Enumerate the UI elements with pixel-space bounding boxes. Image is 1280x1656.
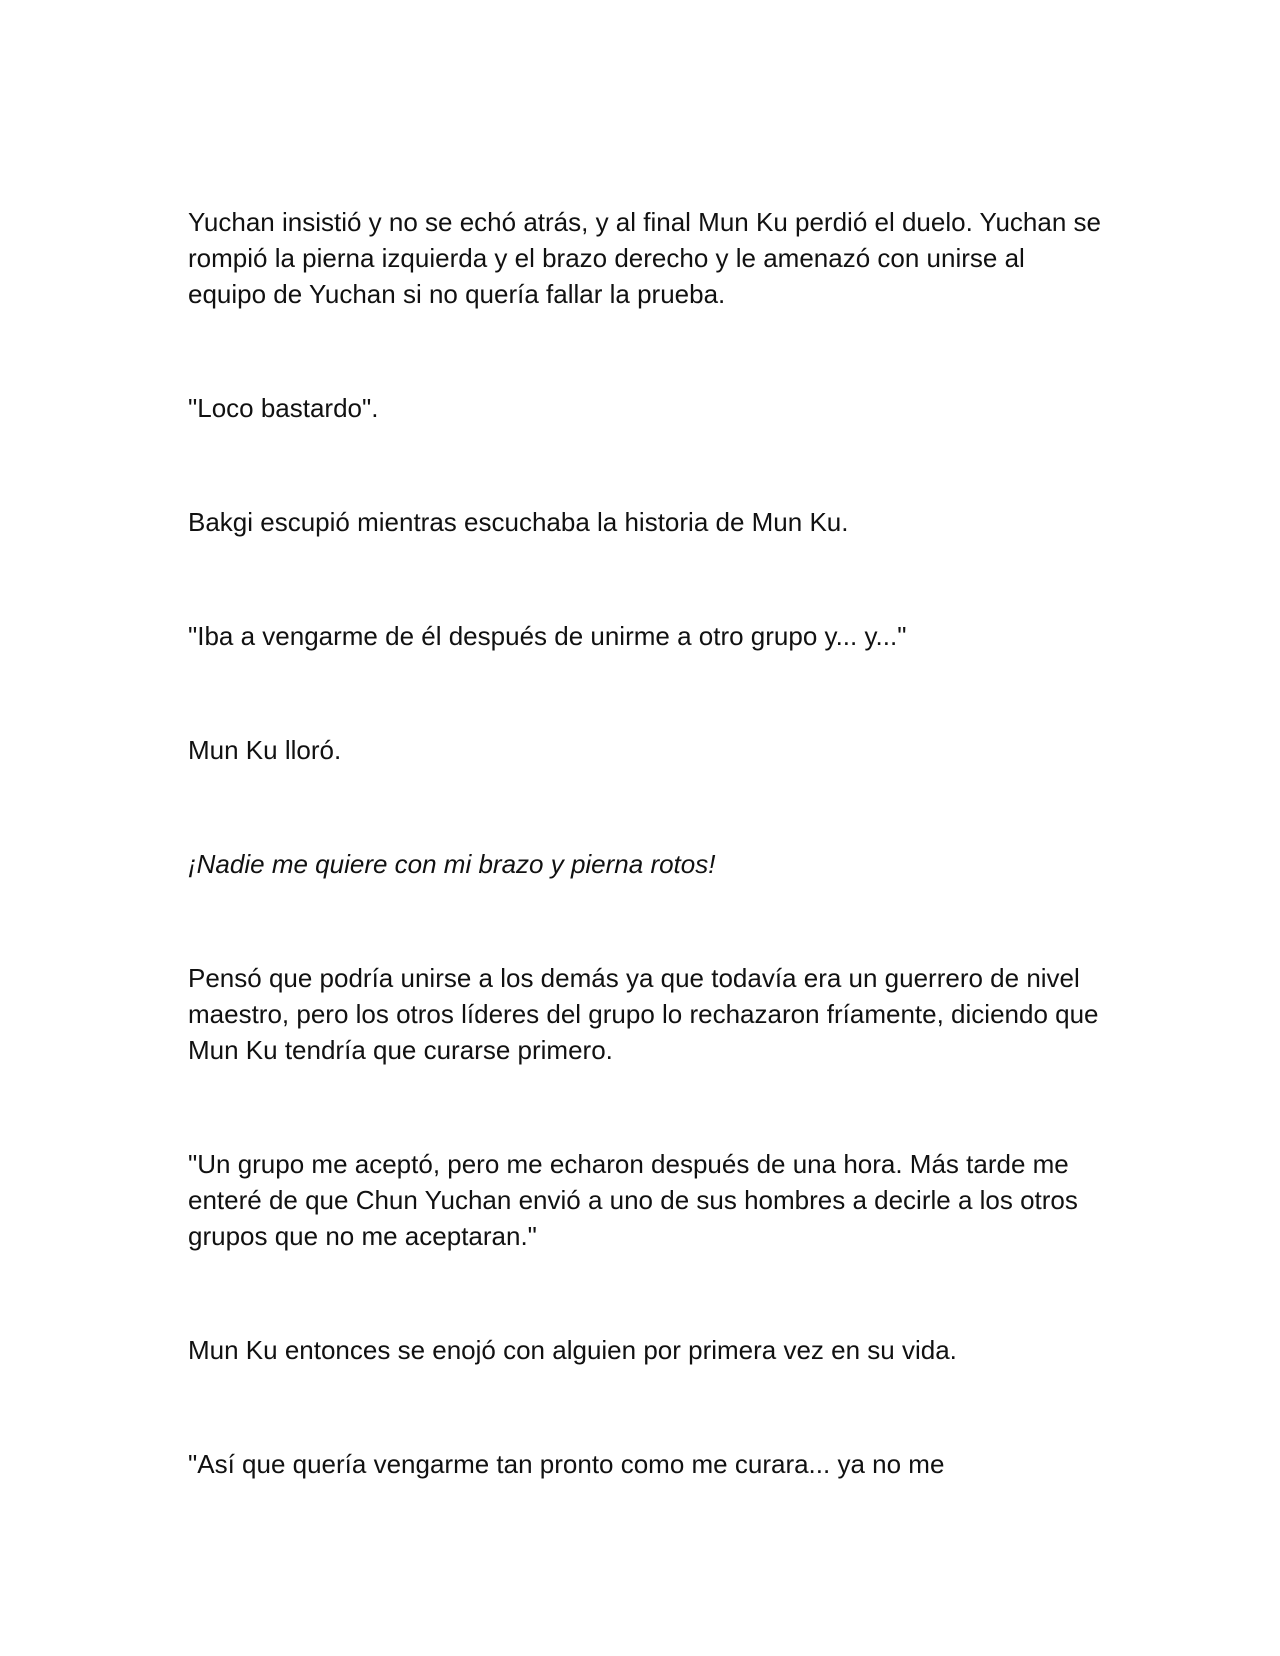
paragraph: Mun Ku entonces se enojó con alguien por primera vez en su vida. (188, 1335, 957, 1365)
paragraph: Pensó que podría unirse a los demás ya que todavía era un guerrero de nivel maestro, pero los otros líderes del grupo lo rechazaron fríamente, diciendo que Mun Ku tendría que curarse primero. (188, 963, 1099, 1065)
paragraph: "Así que quería vengarme tan pronto como me curara... ya no me (188, 1449, 945, 1479)
paragraph: "Loco bastardo". (188, 393, 379, 423)
paragraph: Yuchan insistió y no se echó atrás, y al final Mun Ku perdió el duelo. Yuchan se rompió la pierna izquierda y el brazo derecho y le amenazó con unirse al equipo de Yuchan si no quería fallar la prueba. (188, 207, 1101, 309)
paragraph: Mun Ku lloró. (188, 735, 342, 765)
paragraph: "Iba a vengarme de él después de unirme a otro grupo y... y..." (188, 621, 907, 651)
italic-thought-paragraph: ¡Nadie me quiere con mi brazo y pierna rotos! (188, 849, 716, 879)
paragraph: "Un grupo me aceptó, pero me echaron después de una hora. Más tarde me enteré de que Chun Yuchan envió a uno de sus hombres a decirle a los otros grupos que no me aceptaran." (188, 1149, 1078, 1251)
paragraph: Bakgi escupió mientras escuchaba la historia de Mun Ku. (188, 507, 849, 537)
document-body (188, 204, 1108, 1482)
